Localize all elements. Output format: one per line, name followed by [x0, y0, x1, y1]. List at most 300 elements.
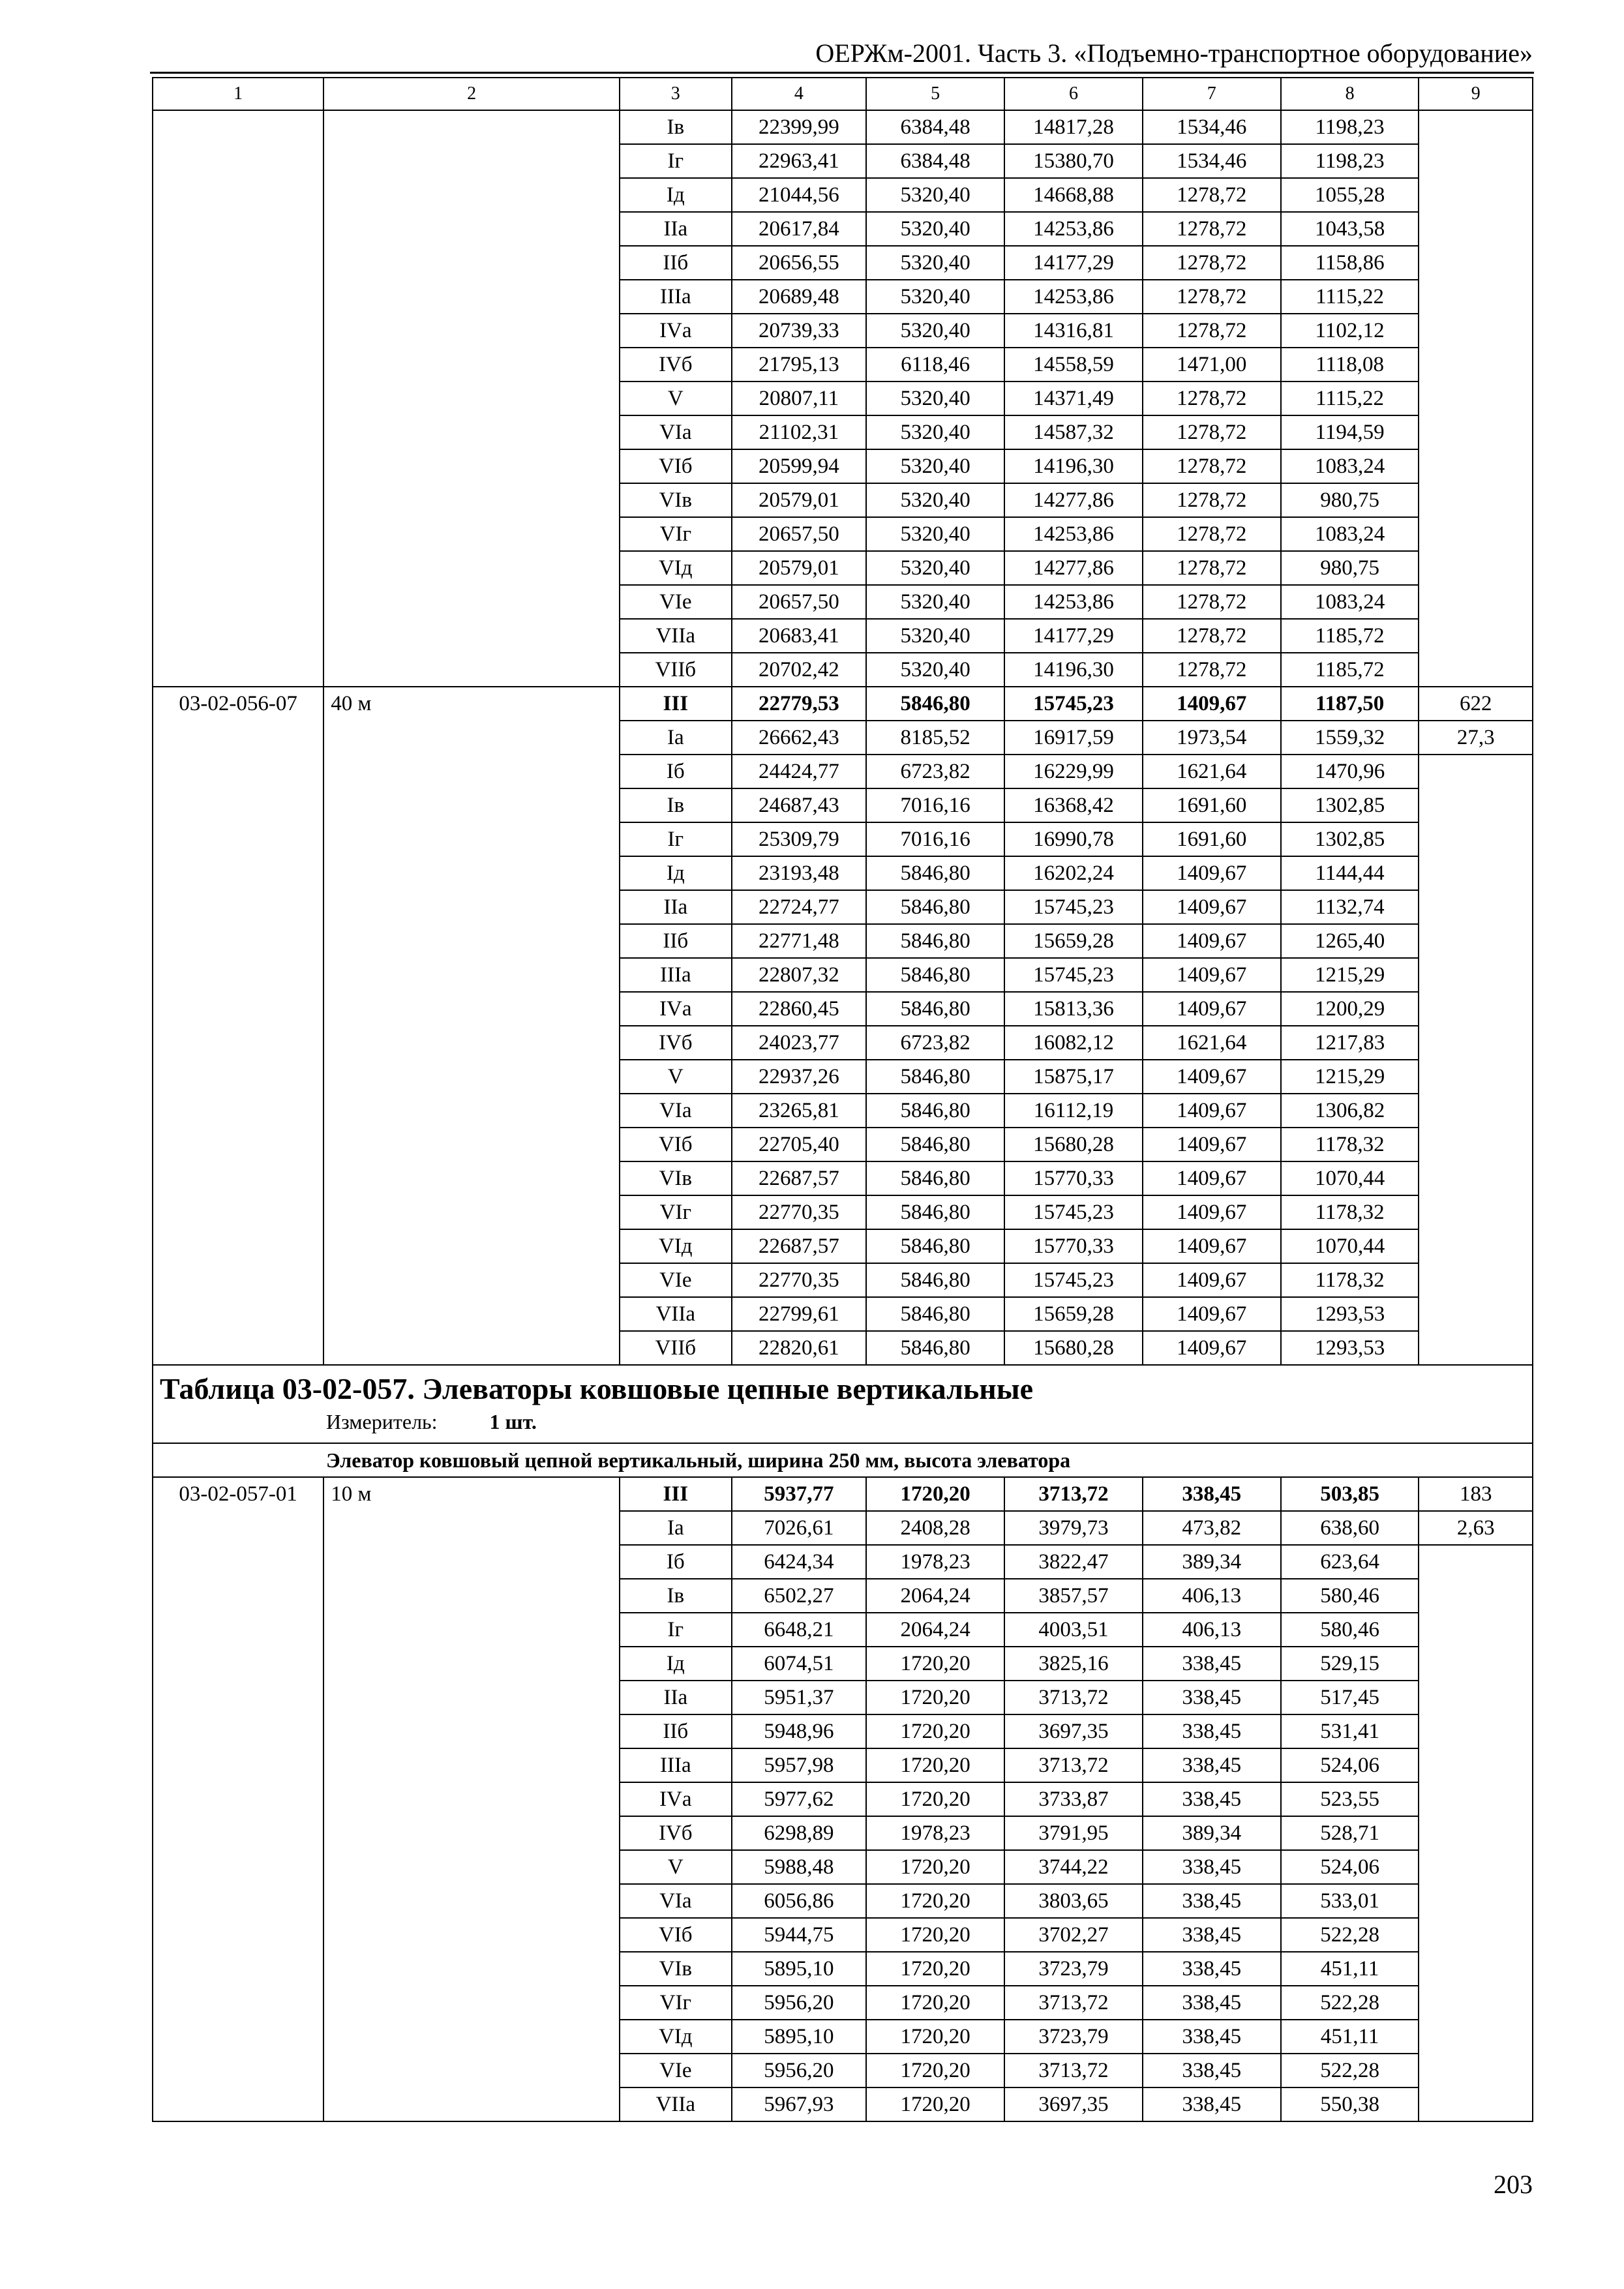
value-c8: 1194,59: [1281, 415, 1419, 449]
region-group: VIа: [620, 1884, 731, 1918]
value-c7: 338,45: [1143, 1647, 1281, 1681]
value-c4: 20689,48: [732, 280, 867, 314]
value-c6: 14277,86: [1004, 551, 1143, 585]
value-c6: 16229,99: [1004, 755, 1143, 788]
value-c8: 523,55: [1281, 1782, 1419, 1816]
value-c4: 6502,27: [732, 1579, 867, 1613]
region-group: VIе: [620, 1263, 731, 1297]
region-group: VIIа: [620, 619, 731, 653]
rate-code: 03-02-057-01: [153, 1477, 323, 2121]
value-c4: 7026,61: [732, 1511, 867, 1545]
value-c6: 16112,19: [1004, 1094, 1143, 1128]
value-c8: 522,28: [1281, 1918, 1419, 1952]
value-c4: 5944,75: [732, 1918, 867, 1952]
value-c6: 14196,30: [1004, 449, 1143, 483]
value-c7: 1278,72: [1143, 619, 1281, 653]
value-c5: 5846,80: [866, 992, 1004, 1026]
region-group: VIд: [620, 1229, 731, 1263]
value-c8: 1115,22: [1281, 280, 1419, 314]
region-group: IIб: [620, 1714, 731, 1748]
column-number: 3: [620, 78, 731, 110]
value-c4: 22771,48: [732, 924, 867, 958]
value-c6: 15659,28: [1004, 1297, 1143, 1331]
value-c6: 15875,17: [1004, 1060, 1143, 1094]
value-c6: 3733,87: [1004, 1782, 1143, 1816]
table-title: Таблица 03-02-057. Элеваторы ковшовые цепные вертикальные: [160, 1372, 1034, 1405]
value-c8: 451,11: [1281, 1952, 1419, 1986]
value-c6: 3723,79: [1004, 2020, 1143, 2054]
value-c6: 14668,88: [1004, 178, 1143, 212]
region-group: IIа: [620, 212, 731, 246]
value-c5: 1720,20: [866, 1477, 1004, 1511]
value-c6: 3713,72: [1004, 1681, 1143, 1714]
value-c7: 1409,67: [1143, 958, 1281, 992]
region-group: Iб: [620, 755, 731, 788]
value-c6: 15770,33: [1004, 1161, 1143, 1195]
value-c7: 406,13: [1143, 1579, 1281, 1613]
value-c4: 22770,35: [732, 1263, 867, 1297]
value-c7: 473,82: [1143, 1511, 1281, 1545]
unit-value-empty: [1419, 1545, 1533, 2121]
value-c8: 1198,23: [1281, 110, 1419, 144]
value-c4: 22770,35: [732, 1195, 867, 1229]
value-c4: 20657,50: [732, 585, 867, 619]
value-c4: 20617,84: [732, 212, 867, 246]
value-c7: 1278,72: [1143, 585, 1281, 619]
region-group: IVб: [620, 1026, 731, 1060]
value-c5: 6384,48: [866, 144, 1004, 178]
value-c7: 338,45: [1143, 1918, 1281, 1952]
value-c4: 22820,61: [732, 1331, 867, 1365]
rate-code: [153, 110, 323, 687]
region-group: IVа: [620, 992, 731, 1026]
value-c4: 5957,98: [732, 1748, 867, 1782]
value-c5: 1720,20: [866, 1850, 1004, 1884]
value-c7: 1409,67: [1143, 687, 1281, 721]
value-c4: 22779,53: [732, 687, 867, 721]
value-c8: 1306,82: [1281, 1094, 1419, 1128]
region-group: Iд: [620, 1647, 731, 1681]
value-c4: 5967,93: [732, 2087, 867, 2121]
region-group: IIIа: [620, 958, 731, 992]
value-c5: 5320,40: [866, 483, 1004, 517]
column-number: 6: [1004, 78, 1143, 110]
value-c7: 1278,72: [1143, 517, 1281, 551]
value-c5: 5320,40: [866, 653, 1004, 687]
value-c5: 6723,82: [866, 755, 1004, 788]
value-c4: 21795,13: [732, 348, 867, 382]
value-c8: 1187,50: [1281, 687, 1419, 721]
value-c4: 6648,21: [732, 1613, 867, 1647]
region-group: Iб: [620, 1545, 731, 1579]
value-c7: 338,45: [1143, 1782, 1281, 1816]
value-c5: 5846,80: [866, 1263, 1004, 1297]
value-c4: 20599,94: [732, 449, 867, 483]
value-c7: 1973,54: [1143, 721, 1281, 755]
value-c7: 1278,72: [1143, 449, 1281, 483]
region-group: Iг: [620, 144, 731, 178]
table-title-cell: [153, 1365, 1533, 1443]
value-c4: 20702,42: [732, 653, 867, 687]
value-c5: 5320,40: [866, 619, 1004, 653]
value-c5: 1720,20: [866, 1782, 1004, 1816]
region-group: V: [620, 1850, 731, 1884]
value-c5: 5320,40: [866, 314, 1004, 348]
value-c6: 14253,86: [1004, 585, 1143, 619]
value-c7: 1534,46: [1143, 110, 1281, 144]
value-c6: 3744,22: [1004, 1850, 1143, 1884]
value-c4: 22860,45: [732, 992, 867, 1026]
value-c7: 406,13: [1143, 1613, 1281, 1647]
value-c7: 1409,67: [1143, 1128, 1281, 1161]
value-c4: 5948,96: [732, 1714, 867, 1748]
value-c5: 1720,20: [866, 2054, 1004, 2087]
value-c6: 4003,51: [1004, 1613, 1143, 1647]
value-c8: 1185,72: [1281, 653, 1419, 687]
value-c6: 14817,28: [1004, 110, 1143, 144]
value-c5: 2408,28: [866, 1511, 1004, 1545]
value-c8: 980,75: [1281, 551, 1419, 585]
value-c5: 5846,80: [866, 924, 1004, 958]
value-c8: 1070,44: [1281, 1161, 1419, 1195]
region-group: IIа: [620, 1681, 731, 1714]
value-c5: 7016,16: [866, 822, 1004, 856]
value-c7: 1409,67: [1143, 1195, 1281, 1229]
value-c4: 20579,01: [732, 483, 867, 517]
region-group: VIIа: [620, 1297, 731, 1331]
region-group: IIIа: [620, 280, 731, 314]
value-c6: 15680,28: [1004, 1331, 1143, 1365]
value-c8: 1178,32: [1281, 1128, 1419, 1161]
value-c8: 1559,32: [1281, 721, 1419, 755]
value-c8: 533,01: [1281, 1884, 1419, 1918]
value-c4: 22799,61: [732, 1297, 867, 1331]
value-c7: 1409,67: [1143, 1094, 1281, 1128]
value-c6: 3822,47: [1004, 1545, 1143, 1579]
value-c6: 3713,72: [1004, 1748, 1143, 1782]
value-c5: 5846,80: [866, 1297, 1004, 1331]
value-c7: 338,45: [1143, 1952, 1281, 1986]
value-c4: 22687,57: [732, 1161, 867, 1195]
value-c4: 22687,57: [732, 1229, 867, 1263]
unit-value: 622: [1419, 687, 1533, 721]
region-group: VIб: [620, 449, 731, 483]
region-group: IIб: [620, 924, 731, 958]
value-c5: 5320,40: [866, 517, 1004, 551]
value-c6: 15659,28: [1004, 924, 1143, 958]
region-group: Iд: [620, 856, 731, 890]
value-c4: 5895,10: [732, 1952, 867, 1986]
value-c5: 5846,80: [866, 958, 1004, 992]
unit-value: 2,63: [1419, 1511, 1533, 1545]
value-c7: 1278,72: [1143, 483, 1281, 517]
value-c5: 1720,20: [866, 1681, 1004, 1714]
value-c7: 338,45: [1143, 2020, 1281, 2054]
region-group: VIб: [620, 1128, 731, 1161]
rate-parameter: 10 м: [323, 1477, 620, 2121]
value-c6: 3697,35: [1004, 1714, 1143, 1748]
value-c8: 623,64: [1281, 1545, 1419, 1579]
value-c8: 1083,24: [1281, 517, 1419, 551]
value-c4: 24687,43: [732, 788, 867, 822]
value-c7: 1621,64: [1143, 1026, 1281, 1060]
value-c4: 5956,20: [732, 1986, 867, 2020]
value-c5: 6118,46: [866, 348, 1004, 382]
value-c7: 1409,67: [1143, 1331, 1281, 1365]
value-c8: 529,15: [1281, 1647, 1419, 1681]
column-number: 7: [1143, 78, 1281, 110]
region-group: Iа: [620, 721, 731, 755]
value-c5: 5846,80: [866, 1331, 1004, 1365]
column-number: 8: [1281, 78, 1419, 110]
value-c4: 22937,26: [732, 1060, 867, 1094]
value-c8: 1185,72: [1281, 619, 1419, 653]
value-c7: 338,45: [1143, 2054, 1281, 2087]
value-c6: 14371,49: [1004, 382, 1143, 415]
value-c6: 14253,86: [1004, 280, 1143, 314]
value-c7: 1471,00: [1143, 348, 1281, 382]
value-c4: 6424,34: [732, 1545, 867, 1579]
value-c4: 6074,51: [732, 1647, 867, 1681]
value-c7: 1409,67: [1143, 1297, 1281, 1331]
value-c6: 3825,16: [1004, 1647, 1143, 1681]
unit-value-empty: [1419, 755, 1533, 1365]
section-heading: Элеватор ковшовый цепной вертикальный, ширина 250 мм, высота элеватора: [153, 1443, 1533, 1477]
value-c6: 14316,81: [1004, 314, 1143, 348]
value-c7: 1621,64: [1143, 755, 1281, 788]
value-c8: 1055,28: [1281, 178, 1419, 212]
value-c5: 1720,20: [866, 1952, 1004, 1986]
rate-code: 03-02-056-07: [153, 687, 323, 1365]
table-row: [153, 1477, 1533, 1511]
value-c5: 1720,20: [866, 1714, 1004, 1748]
value-c8: 1217,83: [1281, 1026, 1419, 1060]
region-group: VIб: [620, 1918, 731, 1952]
value-c5: 5320,40: [866, 280, 1004, 314]
value-c8: 1302,85: [1281, 822, 1419, 856]
value-c8: 1118,08: [1281, 348, 1419, 382]
value-c8: 980,75: [1281, 483, 1419, 517]
unit-value: 27,3: [1419, 721, 1533, 755]
region-group: Iа: [620, 1511, 731, 1545]
region-group: VIг: [620, 517, 731, 551]
value-c4: 26662,43: [732, 721, 867, 755]
region-group: VIд: [620, 551, 731, 585]
value-c6: 3713,72: [1004, 2054, 1143, 2087]
value-c7: 1409,67: [1143, 992, 1281, 1026]
value-c6: 16202,24: [1004, 856, 1143, 890]
value-c4: 21102,31: [732, 415, 867, 449]
value-c5: 5320,40: [866, 551, 1004, 585]
value-c8: 1144,44: [1281, 856, 1419, 890]
region-group: IIIа: [620, 1748, 731, 1782]
column-number: 2: [323, 78, 620, 110]
value-c4: 24023,77: [732, 1026, 867, 1060]
value-c7: 1534,46: [1143, 144, 1281, 178]
value-c7: 338,45: [1143, 1714, 1281, 1748]
value-c8: 1178,32: [1281, 1195, 1419, 1229]
value-c4: 5988,48: [732, 1850, 867, 1884]
column-number: 1: [153, 78, 323, 110]
column-number: 9: [1419, 78, 1533, 110]
value-c5: 5846,80: [866, 687, 1004, 721]
value-c7: 338,45: [1143, 2087, 1281, 2121]
value-c6: 3723,79: [1004, 1952, 1143, 1986]
value-c4: 21044,56: [732, 178, 867, 212]
value-c4: 20683,41: [732, 619, 867, 653]
section-heading-row: [153, 1443, 1533, 1477]
value-c7: 1409,67: [1143, 1060, 1281, 1094]
value-c5: 5320,40: [866, 585, 1004, 619]
value-c7: 1278,72: [1143, 314, 1281, 348]
value-c4: 25309,79: [732, 822, 867, 856]
value-c4: 5895,10: [732, 2020, 867, 2054]
value-c8: 1215,29: [1281, 958, 1419, 992]
value-c7: 1409,67: [1143, 890, 1281, 924]
page-number: 203: [1494, 2170, 1533, 2199]
value-c8: 580,46: [1281, 1613, 1419, 1647]
region-group: Iд: [620, 178, 731, 212]
value-c5: 5846,80: [866, 856, 1004, 890]
value-c4: 22705,40: [732, 1128, 867, 1161]
value-c6: 15745,23: [1004, 1195, 1143, 1229]
value-c6: 3979,73: [1004, 1511, 1143, 1545]
value-c6: 14177,29: [1004, 246, 1143, 280]
value-c4: 5937,77: [732, 1477, 867, 1511]
value-c4: 22724,77: [732, 890, 867, 924]
value-c5: 8185,52: [866, 721, 1004, 755]
value-c5: 1978,23: [866, 1816, 1004, 1850]
value-c6: 14587,32: [1004, 415, 1143, 449]
value-c6: 14177,29: [1004, 619, 1143, 653]
value-c7: 338,45: [1143, 1850, 1281, 1884]
value-c5: 6384,48: [866, 110, 1004, 144]
value-c4: 20656,55: [732, 246, 867, 280]
table-title-row: [153, 1365, 1533, 1443]
value-c6: 15380,70: [1004, 144, 1143, 178]
value-c7: 1278,72: [1143, 178, 1281, 212]
value-c8: 550,38: [1281, 2087, 1419, 2121]
region-group: VIг: [620, 1195, 731, 1229]
value-c5: 6723,82: [866, 1026, 1004, 1060]
value-c8: 1083,24: [1281, 449, 1419, 483]
region-group: Iв: [620, 110, 731, 144]
value-c6: 15745,23: [1004, 687, 1143, 721]
value-c6: 16368,42: [1004, 788, 1143, 822]
value-c7: 338,45: [1143, 1477, 1281, 1511]
value-c7: 1278,72: [1143, 382, 1281, 415]
value-c7: 338,45: [1143, 1681, 1281, 1714]
region-group: Iв: [620, 1579, 731, 1613]
meter-value: 1 шт.: [489, 1410, 537, 1433]
value-c8: 528,71: [1281, 1816, 1419, 1850]
value-c8: 1198,23: [1281, 144, 1419, 178]
rates-table: [152, 77, 1533, 2122]
value-c6: 3713,72: [1004, 1477, 1143, 1511]
value-c8: 1293,53: [1281, 1331, 1419, 1365]
value-c8: 524,06: [1281, 1850, 1419, 1884]
column-number-row: [153, 78, 1533, 110]
region-group: VIг: [620, 1986, 731, 2020]
value-c8: 1215,29: [1281, 1060, 1419, 1094]
value-c4: 24424,77: [732, 755, 867, 788]
value-c4: 5977,62: [732, 1782, 867, 1816]
value-c4: 23193,48: [732, 856, 867, 890]
value-c8: 1265,40: [1281, 924, 1419, 958]
value-c5: 5320,40: [866, 382, 1004, 415]
value-c6: 16082,12: [1004, 1026, 1143, 1060]
value-c8: 1200,29: [1281, 992, 1419, 1026]
rate-parameter: [323, 110, 620, 687]
value-c4: 20579,01: [732, 551, 867, 585]
value-c7: 389,34: [1143, 1545, 1281, 1579]
value-c6: 3702,27: [1004, 1918, 1143, 1952]
value-c6: 3803,65: [1004, 1884, 1143, 1918]
value-c8: 1302,85: [1281, 788, 1419, 822]
value-c8: 522,28: [1281, 2054, 1419, 2087]
value-c8: 1293,53: [1281, 1297, 1419, 1331]
region-group: VIв: [620, 483, 731, 517]
value-c4: 20807,11: [732, 382, 867, 415]
value-c6: 3697,35: [1004, 2087, 1143, 2121]
value-c8: 451,11: [1281, 2020, 1419, 2054]
value-c5: 5846,80: [866, 1060, 1004, 1094]
value-c8: 1178,32: [1281, 1263, 1419, 1297]
value-c6: 15745,23: [1004, 1263, 1143, 1297]
value-c8: 1083,24: [1281, 585, 1419, 619]
value-c7: 1278,72: [1143, 280, 1281, 314]
value-c6: 16917,59: [1004, 721, 1143, 755]
value-c4: 5951,37: [732, 1681, 867, 1714]
value-c6: 15770,33: [1004, 1229, 1143, 1263]
value-c8: 503,85: [1281, 1477, 1419, 1511]
value-c8: 638,60: [1281, 1511, 1419, 1545]
value-c7: 1278,72: [1143, 212, 1281, 246]
value-c8: 580,46: [1281, 1579, 1419, 1613]
value-c8: 1043,58: [1281, 212, 1419, 246]
value-c8: 531,41: [1281, 1714, 1419, 1748]
value-c5: 5846,80: [866, 1161, 1004, 1195]
value-c5: 1720,20: [866, 1918, 1004, 1952]
value-c7: 1278,72: [1143, 415, 1281, 449]
rate-parameter: 40 м: [323, 687, 620, 1365]
value-c5: 5846,80: [866, 1094, 1004, 1128]
value-c5: 1720,20: [866, 1647, 1004, 1681]
value-c8: 522,28: [1281, 1986, 1419, 2020]
value-c8: 524,06: [1281, 1748, 1419, 1782]
region-group: IIа: [620, 890, 731, 924]
meter-row: [160, 1409, 1532, 1435]
value-c5: 5320,40: [866, 212, 1004, 246]
value-c5: 1978,23: [866, 1545, 1004, 1579]
value-c5: 1720,20: [866, 1884, 1004, 1918]
value-c4: 5956,20: [732, 2054, 867, 2087]
region-group: VIе: [620, 2054, 731, 2087]
value-c7: 389,34: [1143, 1816, 1281, 1850]
value-c7: 1409,67: [1143, 1161, 1281, 1195]
value-c6: 14253,86: [1004, 517, 1143, 551]
value-c4: 22399,99: [732, 110, 867, 144]
unit-value: 183: [1419, 1477, 1533, 1511]
value-c7: 338,45: [1143, 1986, 1281, 2020]
value-c5: 5320,40: [866, 178, 1004, 212]
region-group: VIIа: [620, 2087, 731, 2121]
value-c8: 1102,12: [1281, 314, 1419, 348]
value-c8: 1132,74: [1281, 890, 1419, 924]
region-group: VIIб: [620, 653, 731, 687]
column-number: 5: [866, 78, 1004, 110]
region-group: IVа: [620, 314, 731, 348]
